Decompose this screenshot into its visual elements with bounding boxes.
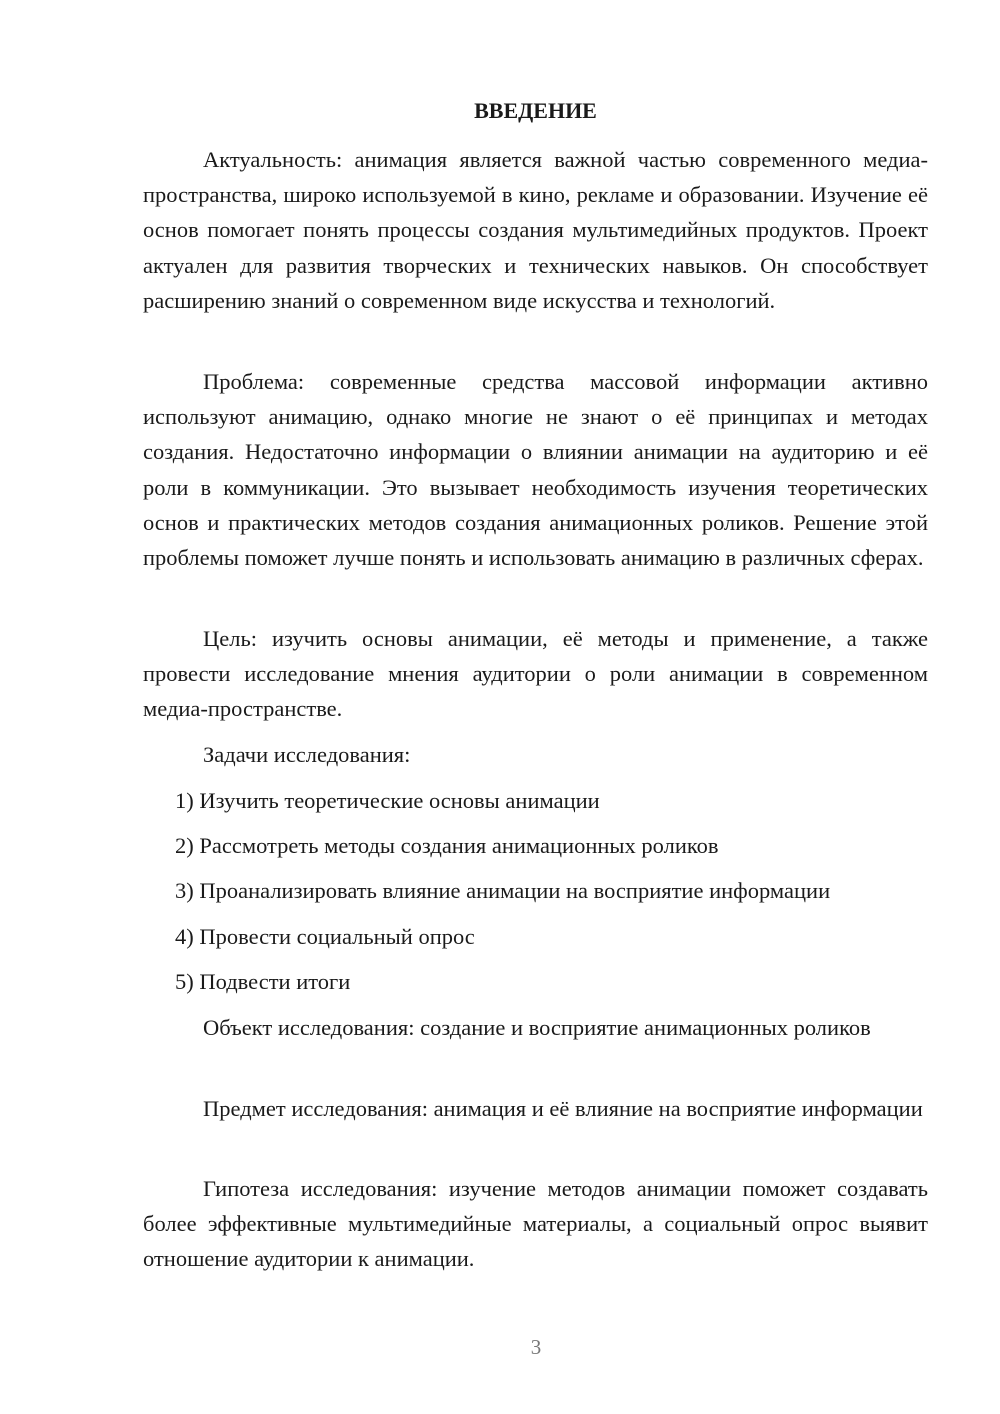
object-paragraph: Объект исследования: создание и восприятие анимационных роликов (203, 1015, 871, 1040)
page-title: ВВЕДЕНИЕ (474, 98, 597, 123)
goal-paragraph: Цель: изучить основы анимации, её методы и применение, а также провести исследование мнения аудитории о роли анимации в современном медиа-пространстве. (143, 626, 928, 722)
problem-paragraph: Проблема: современные средства массовой информации активно используют анимацию, однако многие не знают о её принципах и методах создания. Недостаточно информации о влиянии анимации на аудиторию и её роли в коммуникации. Это вызывает необходимость изучения теоретических основ и практических методов создания анимационных роликов. Решение этой проблемы поможет лучше понять и использовать анимацию в различных сферах. (143, 369, 928, 571)
list-item: 4) Провести социальный опрос (175, 924, 475, 949)
list-item: 3) Проанализировать влияние анимации на восприятие информации (175, 878, 831, 903)
page-number: 3 (530, 1335, 542, 1359)
list-item: 2) Рассмотреть методы создания анимационных роликов (175, 833, 719, 858)
relevance-paragraph: Актуальность: анимация является важной частью современного медиа-пространства, широко используемой в кино, рекламе и образовании. Изучение её основ помогает понять процессы создания мультимедийных продуктов. Проект актуален для развития творческих и технических навыков. Он способствует расширению знаний о современном виде искусства и технологий. (143, 147, 928, 313)
subject-paragraph: Предмет исследования: анимация и её влияние на восприятие информации (203, 1096, 923, 1121)
hypothesis-paragraph: Гипотеза исследования: изучение методов анимации поможет создавать более эффективные мультимедийные материалы, а социальный опрос выявит отношение аудитории к анимации. (143, 1176, 928, 1272)
list-item: 5) Подвести итоги (175, 969, 351, 994)
tasks-heading: Задачи исследования: (203, 742, 411, 767)
list-item: 1) Изучить теоретические основы анимации (175, 788, 600, 813)
